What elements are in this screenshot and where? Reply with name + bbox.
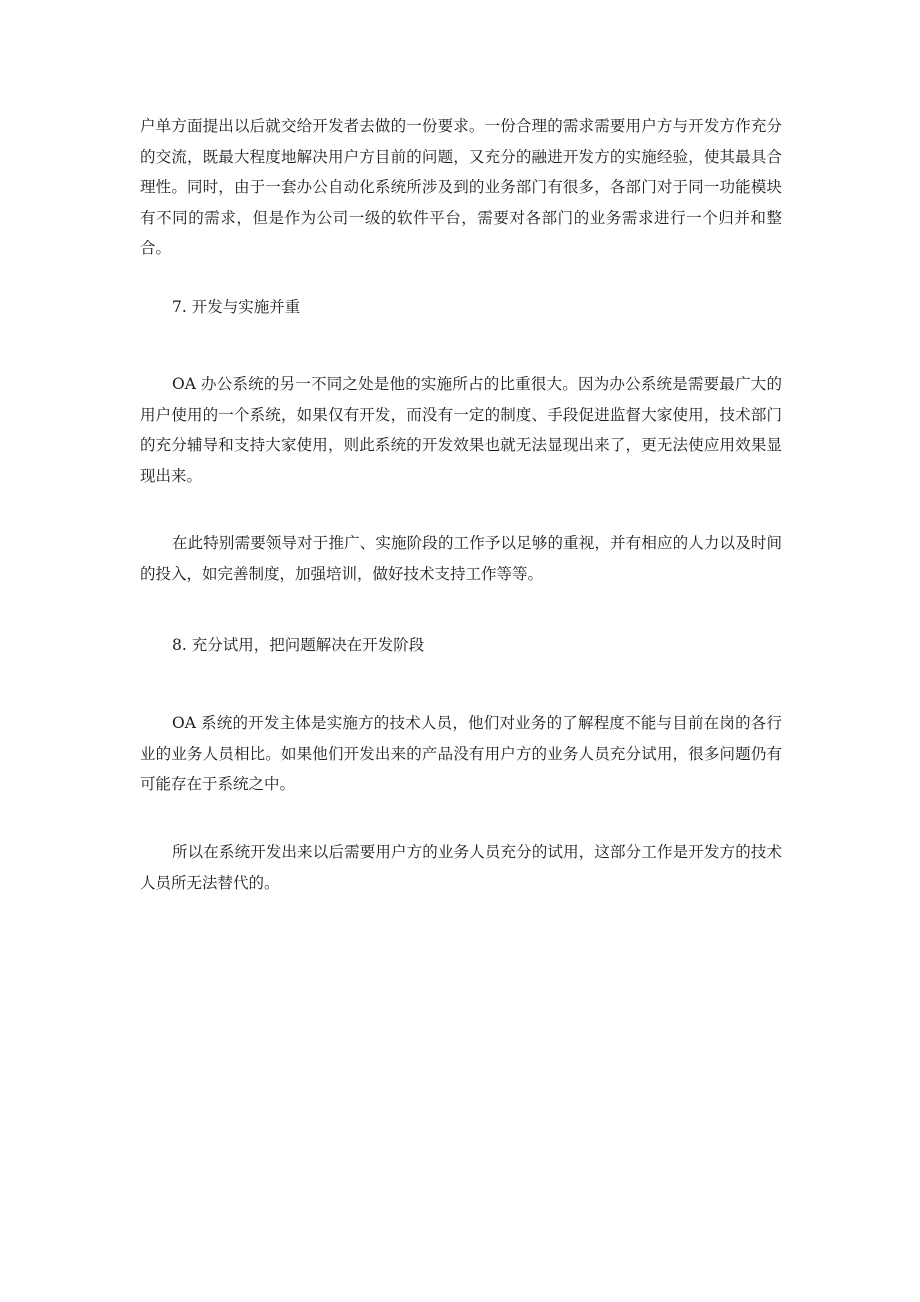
- paragraph-conclusion: 所以在系统开发出来以后需要用户方的业务人员充分的试用，这部分工作是开发方的技术人员所无法替代的。: [140, 843, 782, 892]
- section-heading-7: 7. 开发与实施并重: [172, 298, 301, 316]
- section-heading-8: 8. 充分试用，把问题解决在开发阶段: [172, 636, 425, 654]
- paragraph-leadership: 在此特别需要领导对于推广、实施阶段的工作予以足够的重视，并有相应的人力以及时间的投入，如完善制度，加强培训，做好技术支持工作等等。: [140, 534, 782, 583]
- paragraph-trial-use: OA 系统的开发主体是实施方的技术人员，他们对业务的了解程度不能与目前在岗的各行业的业务人员相比。如果他们开发出来的产品没有用户方的业务人员充分试用，很多问题仍有可能存在于系统之中。: [140, 714, 782, 793]
- paragraph-requirements: 户单方面提出以后就交给开发者去做的一份要求。一份合理的需求需要用户方与开发方作充分的交流，既最大程度地解决用户方目前的问题，又充分的融进开发方的实施经验，使其最具合理性。同时，由于一套办公自动化系统所涉及到的业务部门有很多，各部门对于同一功能模块有不同的需求，但是作为公司一级的软件平台，需要对各部门的业务需求进行一个归并和整合。: [140, 117, 782, 257]
- paragraph-implementation: OA 办公系统的另一不同之处是他的实施所占的比重很大。因为办公系统是需要最广大的用户使用的一个系统，如果仅有开发，而没有一定的制度、手段促进监督大家使用，技术部门的充分辅导和支持大家使用，则此系统的开发效果也就无法显现出来了，更无法使应用效果显现出来。: [140, 375, 782, 485]
